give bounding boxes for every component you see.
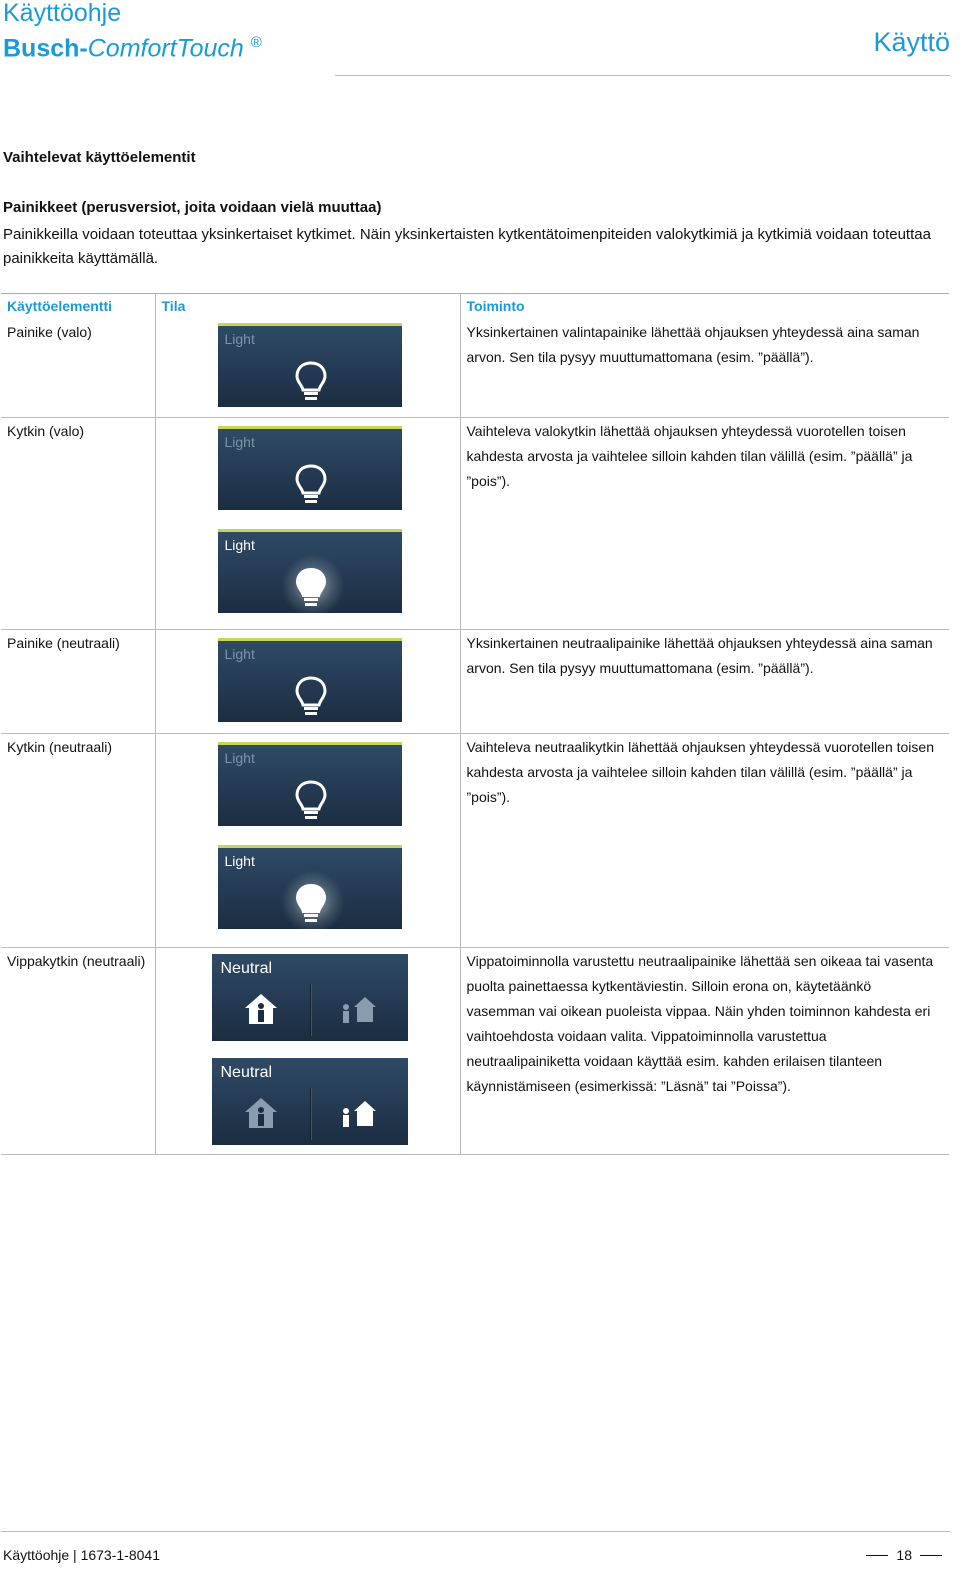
tile-label: Light xyxy=(224,853,255,869)
section-title: Vaihtelevat käyttöelementit xyxy=(3,149,196,166)
light-button-tile xyxy=(218,323,402,407)
rocker-tile-right xyxy=(212,1058,408,1145)
header-rule xyxy=(335,75,950,76)
element-name: Kytkin (neutraali) xyxy=(1,734,155,948)
function-text: Vippatoiminnolla varustettu neutraalipainike lähettää sen oikeaa tai vasenta puolta painettaessa kytkentäviestin. Silloin erona on, käytetäänkö vasemman vai oikean puoleista vippaa. Näin yhden toiminnon kahdesta eri vaihtoehdosta voidaan valita. Vippatoiminnolla varustettua neutraalipainiketta voidaan käyttää esim. kahden erilaisen tilanteen käynnistämiseen (esimerkissä: ”Läsnä” tai ”Poissa”). xyxy=(460,948,949,1155)
state-cell xyxy=(155,630,460,734)
brand-bold: Busch- xyxy=(3,34,88,63)
element-name: Kytkin (valo) xyxy=(1,418,155,630)
function-text: Vaihteleva neutraalikytkin lähettää ohjauksen yhteydessä vuorotellen toisen kahdesta arvosta ja vaihtelee silloin kahden tilan välillä (esim. ”päällä” ja ”pois”). xyxy=(460,734,949,948)
document-header xyxy=(3,0,262,63)
light-bulb-icon xyxy=(289,565,333,609)
doc-type: Käyttöohje xyxy=(3,0,122,27)
state-cell xyxy=(155,418,460,630)
footer-page xyxy=(858,1547,950,1563)
header-function: Toiminto xyxy=(460,294,949,320)
person-in-house-icon xyxy=(242,1093,280,1131)
rocker-tile-left xyxy=(212,954,408,1041)
footer-rule xyxy=(1,1531,950,1532)
table-header-row xyxy=(1,294,949,320)
light-bulb-icon xyxy=(289,778,333,822)
table-row xyxy=(1,319,949,418)
header-state: Tila xyxy=(155,294,460,320)
person-in-house-icon xyxy=(242,989,280,1027)
brand-italic: ComfortTouch xyxy=(87,34,244,63)
brand-name xyxy=(3,28,262,63)
state-cell xyxy=(155,948,460,1155)
tile-label: Neutral xyxy=(220,1064,273,1081)
light-switch-tile-off xyxy=(218,426,402,510)
light-bulb-icon xyxy=(289,359,333,403)
light-bulb-icon xyxy=(289,462,333,506)
neutral-switch-tile-off xyxy=(218,742,402,826)
footer-dash xyxy=(920,1555,942,1556)
table-row xyxy=(1,948,949,1155)
tile-label: Light xyxy=(224,537,255,553)
footer-doc-id: Käyttöohje | 1673-1-8041 xyxy=(3,1547,160,1563)
footer-dash xyxy=(866,1555,888,1556)
person-outside-house-icon xyxy=(340,1093,378,1131)
function-text: Yksinkertainen valintapainike lähettää ohjauksen yhteydessä aina saman arvon. Sen tila pysyy muuttumattomana (esim. ”päällä”). xyxy=(460,319,949,418)
header-element: Käyttöelementti xyxy=(1,294,155,320)
state-cell xyxy=(155,319,460,418)
rocker-divider xyxy=(310,984,311,1036)
element-name: Painike (valo) xyxy=(1,319,155,418)
intro-paragraph: Painikkeilla voidaan toteuttaa yksinkertaiset kytkimet. Näin yksinkertaisten kytkentätoimenpiteiden valokytkimiä ja kytkimiä voidaan toteuttaa painikkeita käyttämällä. xyxy=(3,226,931,267)
table-row xyxy=(1,734,949,948)
element-name: Vippakytkin (neutraali) xyxy=(1,948,155,1155)
registered-mark: ® xyxy=(250,34,262,51)
section-name: Käyttö xyxy=(873,27,950,57)
state-cell xyxy=(155,734,460,948)
function-text: Vaihteleva valokytkin lähettää ohjauksen yhteydessä vuorotellen toisen kahdesta arvosta ja vaihtelee silloin kahden tilan välillä (esim. ”päällä” ja ”pois”). xyxy=(460,418,949,630)
person-outside-house-icon xyxy=(340,989,378,1027)
neutral-switch-tile-on xyxy=(218,845,402,929)
function-text: Yksinkertainen neutraalipainike lähettää ohjauksen yhteydessä aina saman arvon. Sen tila pysyy muuttumattomana (esim. ”päällä”). xyxy=(460,630,949,734)
control-elements-table xyxy=(1,293,949,1155)
light-bulb-icon xyxy=(289,881,333,925)
light-switch-tile-on xyxy=(218,529,402,613)
subsection-title: Painikkeet (perusversiot, joita voidaan vielä muuttaa) xyxy=(3,199,382,216)
page-number: 18 xyxy=(896,1547,912,1563)
neutral-button-tile xyxy=(218,638,402,722)
tile-label: Neutral xyxy=(220,960,273,977)
table-row xyxy=(1,418,949,630)
tile-label: Light xyxy=(224,434,255,450)
element-name: Painike (neutraali) xyxy=(1,630,155,734)
tile-label: Light xyxy=(224,750,255,766)
tile-label: Light xyxy=(224,646,255,662)
light-bulb-icon xyxy=(289,674,333,718)
table-row xyxy=(1,630,949,734)
tile-label: Light xyxy=(224,331,255,347)
rocker-divider xyxy=(310,1088,311,1140)
